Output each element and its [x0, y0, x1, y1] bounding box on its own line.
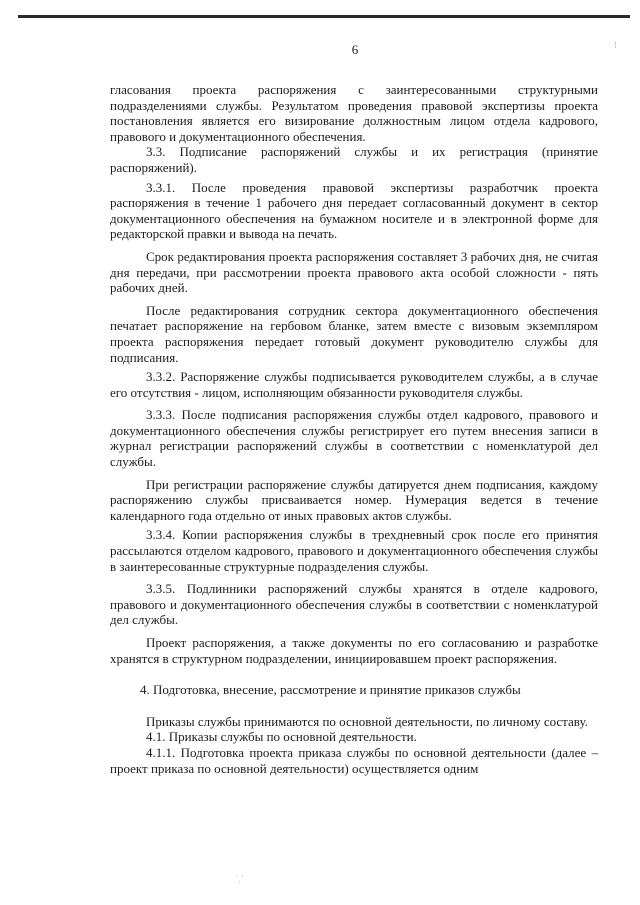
paragraph-3-3: 3.3. Подписание распоряжений службы и их регистрация (принятие распоряжений). [110, 144, 598, 175]
paragraph-3-3-1: 3.3.1. После проведения правовой экспертизы разработчик проекта распоряжения в течение 1 рабочего дня передает согласованный документ в сектор документационного обеспечения на бумажном носителе и в электронной форме для редакторской правки и вывода на печать. [110, 179, 598, 242]
page-number: 6 [351, 42, 359, 57]
paragraph-draft-storage: Проект распоряжения, а также документы по его согласованию и разработке хранятся в структурном подразделении, инициировавшем проект распоряжения. [110, 635, 598, 666]
paragraph-4-1: 4.1. Приказы службы по основной деятельности. [146, 729, 417, 745]
paragraph-after-editing: После редактирования сотрудник сектора документационного обеспечения печатает распоряжение на гербовом бланке, затем вместе с визовым экземпляром проекта распоряжения передает готовый документ руководителю службы для подписания. [110, 302, 598, 365]
scan-artifact-mark-bottom: ⸪ [236, 874, 244, 884]
top-border-line [18, 15, 630, 18]
paragraph-registration-date: При регистрации распоряжение службы датируется днем подписания, каждому распоряжению службы присваивается номер. Нумерация ведется в течение календарного года отдельно от иных правовых актов службы. [110, 476, 598, 523]
paragraph-3-3-3: 3.3.3. После подписания распоряжения службы отдел кадрового, правового и документационного обеспечения службы регистрирует его путем внесения записи в журнал регистрации распоряжений службы в соответствии с номенклатурой дел службы. [110, 407, 598, 470]
section-heading-4: 4. Подготовка, внесение, рассмотрение и принятие приказов службы [140, 682, 521, 698]
document-body [110, 82, 598, 776]
scan-artifact-mark: ⁝ [614, 40, 617, 50]
paragraph-editing-term: Срок редактирования проекта распоряжения составляет 3 рабочих дня, не считая дня передачи, при рассмотрении проекта правового акта особой сложности - пять рабочих дней. [110, 248, 598, 296]
paragraph-3-3-2: 3.3.2. Распоряжение службы подписывается руководителем службы, а в случае его отсутствия - лицом, исполняющим обязанности руководителя службы. [110, 369, 598, 400]
paragraph-4-1-1: 4.1.1. Подготовка проекта приказа службы по основной деятельности (далее – проект приказа по основной деятельности) осуществляется одним [110, 744, 598, 776]
paragraph-approval-result: гласования проекта распоряжения с заинтересованными структурными подразделениями службы. Результатом проведения правовой экспертизы проекта постановления является его визирование должностным лицом отдела кадрового, правового и документационного обеспечения. [110, 82, 598, 144]
paragraph-3-3-4: 3.3.4. Копии распоряжения службы в трехдневный срок после его принятия рассылаются отделом кадрового, правового и документационного обеспечения службы в заинтересованные структурные подразделения службы. [110, 527, 598, 574]
paragraph-3-3-5: 3.3.5. Подлинники распоряжений службы хранятся в отделе кадрового, правового и документационного обеспечения службы в соответствии с номенклатурой дел службы. [110, 581, 598, 628]
paragraph-orders-types: Приказы службы принимаются по основной деятельности, по личному составу. [146, 713, 588, 729]
